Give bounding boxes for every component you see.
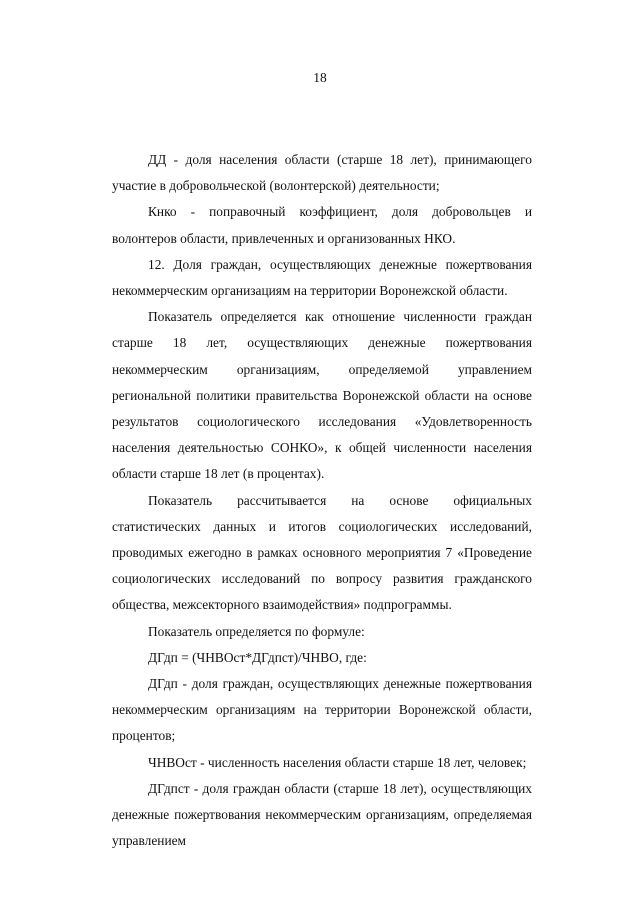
paragraph-knko-definition: Кнко - поправочный коэффициент, доля добровольцев и волонтеров области, привлеченных и организованных НКО.	[112, 204, 532, 246]
paragraph-formula: ДГдп = (ЧНВОст*ДГдпст)/ЧНВО, где:	[148, 649, 367, 665]
paragraph-dgdp-definition: ДГдп - доля граждан, осуществляющих денежные пожертвования некоммерческим организациям на территории Воронежской области, процентов;	[112, 676, 532, 744]
paragraph-dd-definition: ДД - доля населения области (старше 18 лет), принимающего участие в добровольческой (волонтерской) деятельности;	[112, 152, 532, 194]
paragraph-dgdpst-definition: ДГдпст - доля граждан области (старше 18 лет), осуществляющих денежные пожертвования некоммерческим организациям, определяемая управлением	[112, 780, 532, 849]
paragraph-calculation-basis: Показатель рассчитывается на основе официальных статистических данных и итогов социологических исследований, проводимых ежегодно в рамках основного мероприятия 7 «Проведение социологических исследований по вопросу развития гражданского общества, межсекторного взаимодействия» подпрограммы.	[112, 492, 532, 613]
document-body	[112, 147, 532, 854]
paragraph-formula-intro: Показатель определяется по формуле:	[148, 623, 365, 639]
paragraph-indicator-definition: Показатель определяется как отношение численности граждан старше 18 лет, осуществляющих денежные пожертвования некоммерческим организациям, определяемой управлением региональной политики правительства Воронежской области на основе результатов социологического исследования «Удовлетворенность населения деятельностью СОНКО», к общей численности населения области старше 18 лет (в процентах).	[112, 309, 532, 482]
paragraph-chnvost-definition: ЧНВОст - численность населения области старше 18 лет, человек;	[148, 754, 527, 770]
paragraph-indicator-12: 12. Доля граждан, осуществляющих денежные пожертвования некоммерческим организациям на территории Воронежской области.	[112, 256, 532, 299]
page-number: 18	[313, 70, 327, 85]
